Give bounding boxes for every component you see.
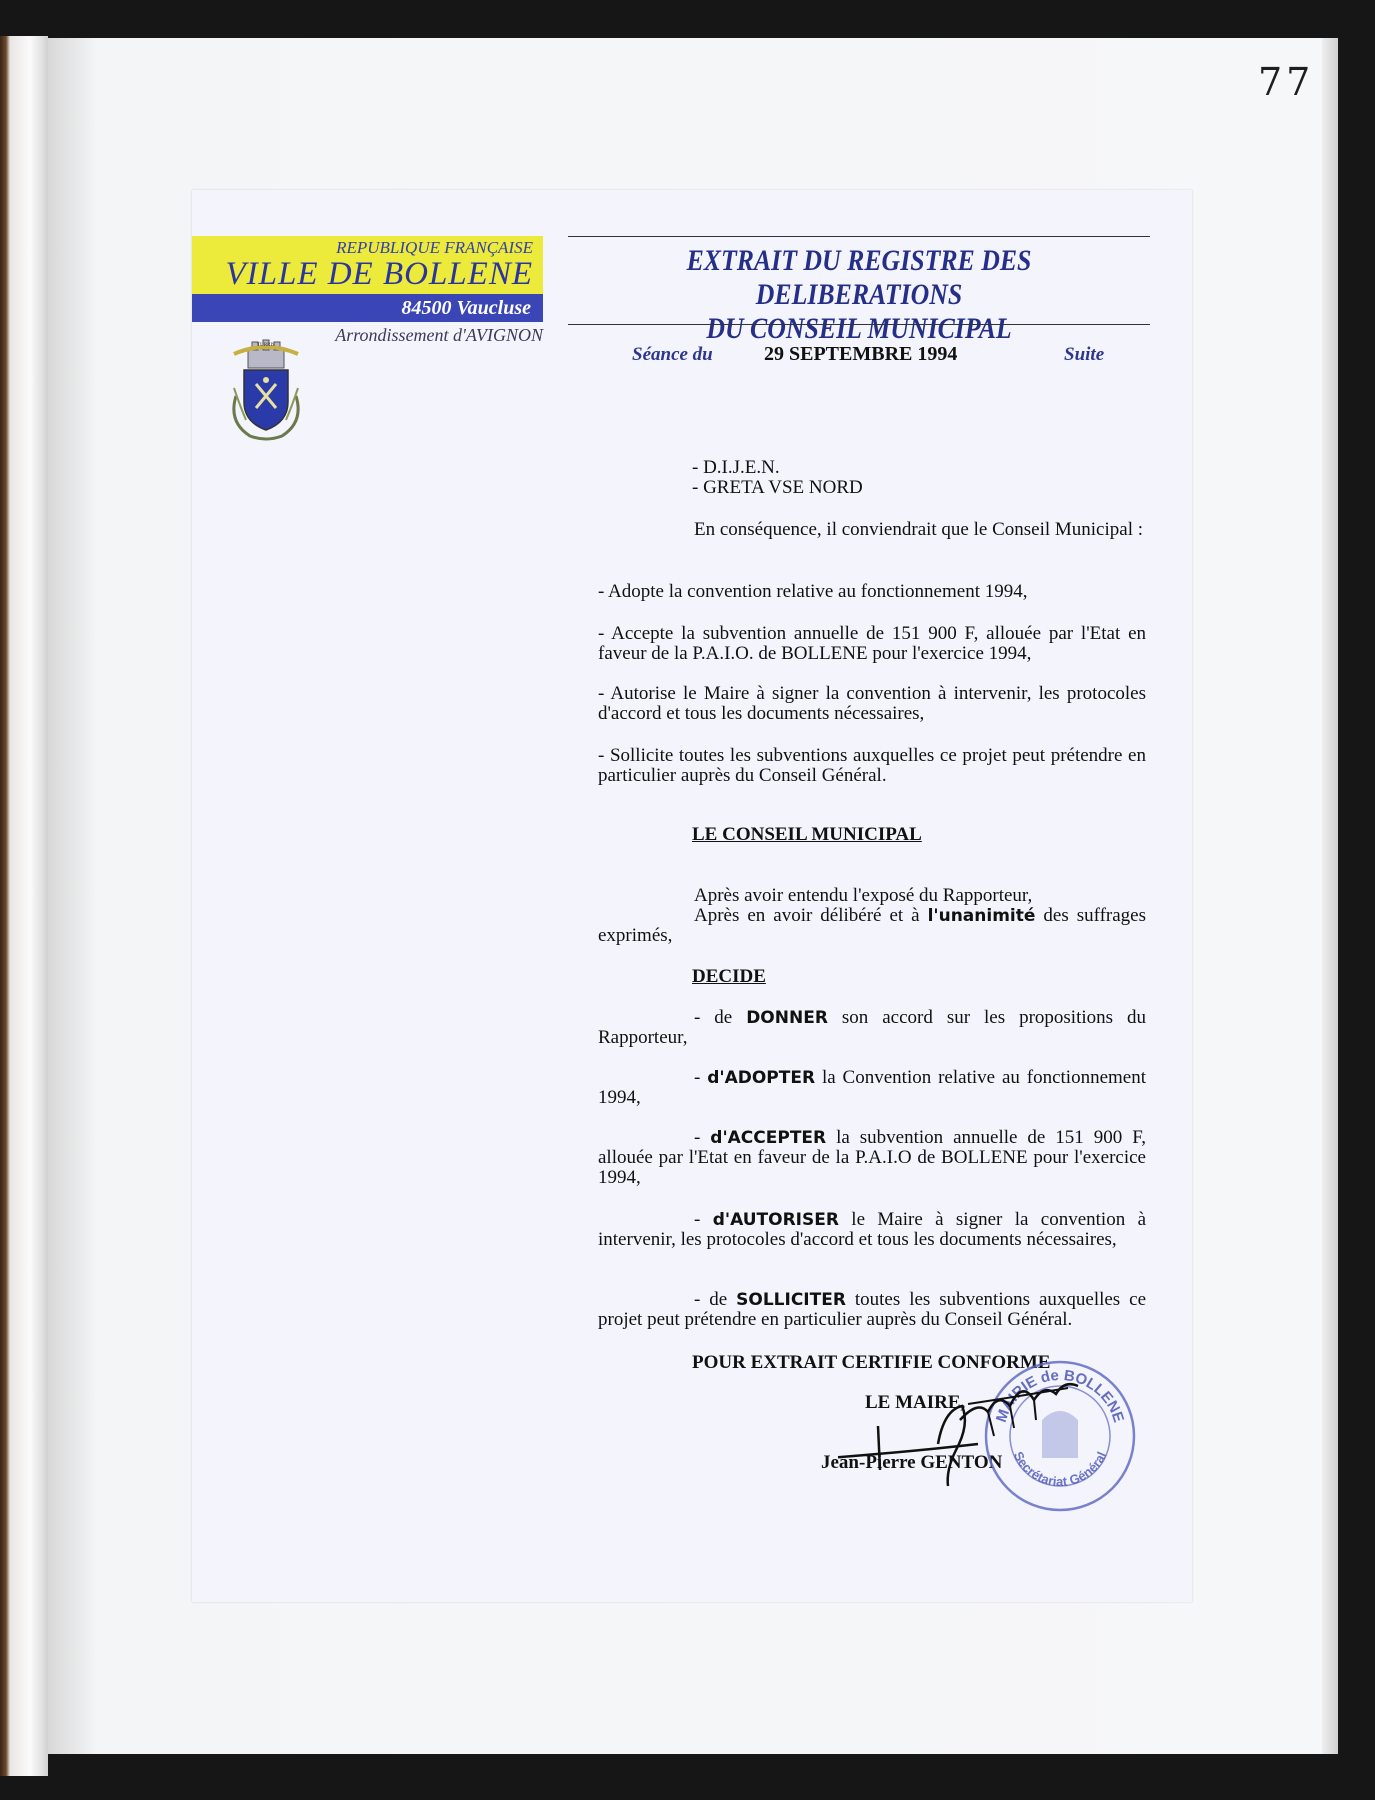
decision-prefix: -	[694, 1067, 708, 1088]
mayor-signature	[838, 1340, 1088, 1490]
decision-verb: SOLLICITER	[736, 1290, 846, 1310]
suite-label: Suite	[1064, 344, 1105, 365]
point-text: - Accepte la subvention annuelle de 151 900 F, allouée par l'Etat en faveur de la P.A.I.O. de BOLLENE pour l'exercice 1994,	[598, 623, 1146, 664]
apres-paragraph	[598, 886, 1146, 946]
conseil-heading: LE CONSEIL MUNICIPAL	[692, 824, 922, 845]
point-text: - Sollicite toutes les subventions auxquelles ce projet peut prétendre en particulier auprès du Conseil Général.	[598, 745, 1146, 786]
stamp-bottom-text: Secrétariat Général	[1010, 1449, 1110, 1490]
decision-text: la subvention annuelle de 151 900 F, allouée par l'Etat en faveur de la P.A.I.O de BOLLENE pour l'exercice 1994,	[598, 1127, 1146, 1188]
point-4	[598, 746, 1146, 786]
decision-3	[598, 1128, 1146, 1188]
folio-number: 77	[1258, 60, 1315, 104]
header-rule-top	[568, 236, 1150, 237]
letterhead-republique: REPUBLIQUE FRANÇAISE	[336, 238, 533, 257]
decision-5	[598, 1290, 1146, 1330]
decision-text: le Maire à signer la convention à intervenir, les protocoles d'accord et tous les documents nécessaires,	[598, 1209, 1147, 1250]
recipient-list	[692, 458, 1092, 498]
title-line-1: EXTRAIT DU REGISTRE DES DELIBERATIONS	[686, 244, 1032, 311]
decision-verb: d'ADOPTER	[707, 1068, 816, 1088]
decision-4	[598, 1210, 1146, 1250]
mayor-name: Jean-Pierre GENTON	[821, 1452, 1003, 1473]
point-text: - Adopte la convention relative au fonctionnement 1994,	[598, 581, 1028, 602]
letterhead-arrondissement: Arrondissement d'AVIGNON	[335, 325, 543, 345]
consequence-paragraph	[598, 520, 1146, 540]
decision-prefix: -	[694, 1127, 711, 1148]
le-maire-label: LE MAIRE,	[865, 1392, 966, 1413]
album-page-edge	[1322, 38, 1338, 1754]
seance-date: 29 SEPTEMBRE 1994	[764, 343, 958, 365]
list-item: - GRETA VSE NORD	[692, 477, 863, 498]
point-2	[598, 624, 1146, 664]
letterhead-blue-band	[192, 294, 543, 322]
certifie-conforme: POUR EXTRAIT CERTIFIE CONFORME	[692, 1352, 1051, 1373]
decision-text: la Convention relative au fonctionnement 1994,	[598, 1067, 1147, 1108]
header-rule-bottom	[568, 324, 1150, 325]
list-item: - D.I.J.E.N.	[692, 457, 780, 478]
decision-prefix: - de	[694, 1289, 737, 1310]
decision-prefix: - de	[694, 1007, 747, 1028]
letterhead-ville: VILLE DE BOLLENE	[225, 256, 533, 292]
letterhead-postal-code: 84500 Vaucluse	[401, 297, 531, 319]
apres-line-1: Après avoir entendu l'exposé du Rapporteur,	[694, 885, 1033, 906]
apres-text-before: Après en avoir délibéré et à	[694, 905, 928, 926]
document-sheet	[192, 190, 1192, 1602]
point-3	[598, 684, 1146, 724]
document-title	[609, 244, 1110, 346]
decision-text: toutes les subventions auxquelles ce projet peut prétendre en particulier auprès du Conseil Général.	[598, 1289, 1147, 1330]
stamp-top-text: MAIRIE de BOLLENE	[992, 1366, 1128, 1425]
crest-label: TURRIS	[257, 343, 275, 348]
apres-unanimite: l'unanimité	[927, 906, 1036, 926]
apres-line-2	[598, 906, 1146, 946]
decision-1	[598, 1008, 1146, 1048]
decision-text: son accord sur les propositions du Rapporteur,	[598, 1007, 1146, 1048]
decision-prefix: -	[694, 1209, 713, 1230]
town-crest-icon	[226, 336, 306, 442]
decide-heading: DECIDE	[692, 966, 766, 987]
decision-2	[598, 1068, 1146, 1108]
point-1	[598, 582, 1146, 602]
decision-verb: DONNER	[746, 1008, 828, 1028]
consequence-text: En conséquence, il conviendrait que le Conseil Municipal :	[694, 519, 1144, 540]
seance-label: Séance du	[632, 344, 713, 365]
decision-verb: d'AUTORISER	[712, 1210, 839, 1230]
decision-verb: d'ACCEPTER	[710, 1128, 827, 1148]
letterhead-yellow-band	[192, 236, 543, 294]
book-binding-left	[0, 36, 48, 1776]
apres-text-after: des suffrages exprimés,	[598, 905, 1146, 946]
title-line-2: DU CONSEIL MUNICIPAL	[706, 312, 1012, 345]
point-text: - Autorise le Maire à signer la convention à intervenir, les protocoles d'accord et tous les documents nécessaires,	[598, 683, 1146, 724]
